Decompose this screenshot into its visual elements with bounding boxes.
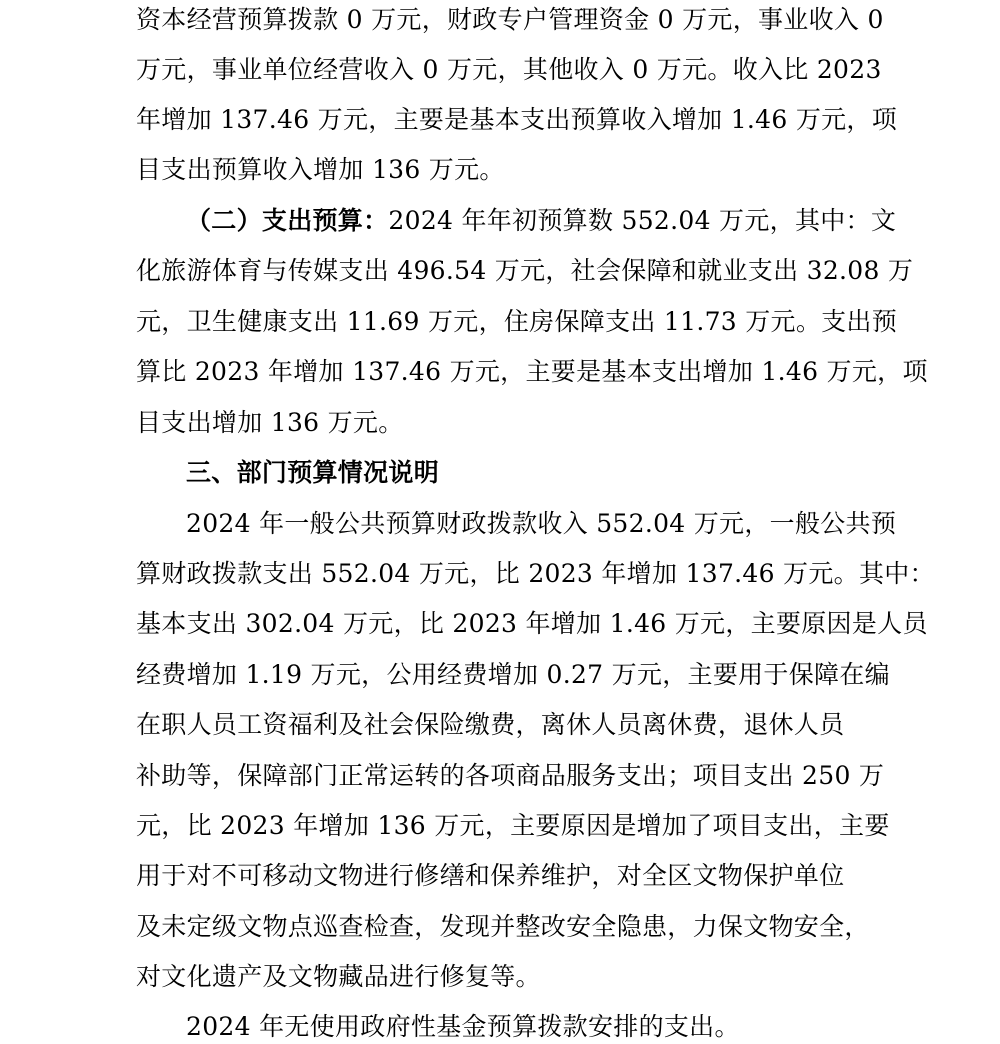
text-line: 2024 年无使用政府性基金预算拨款安排的支出。 [186,1012,740,1041]
text-line: 目支出预算收入增加 136 万元。 [136,155,505,184]
text-line: 算财政拨款支出 552.04 万元，比 2023 年增加 137.46 万元。其中： [136,559,935,588]
text-line: 元，卫生健康支出 11.69 万元，住房保障支出 11.73 万元。支出预 [136,307,898,336]
text-line: 资本经营预算拨款 0 万元，财政专户管理资金 0 万元，事业收入 0 [136,5,884,34]
text-line: 及未定级文物点巡查检查，发现并整改安全隐患，力保文物安全， [136,912,870,941]
text-line: 目支出增加 136 万元。 [136,408,404,437]
text-line: 算比 2023 年增加 137.46 万元，主要是基本支出增加 1.46 万元，项 [136,357,928,386]
text-line: 2024 年一般公共预算财政拨款收入 552.04 万元，一般公共预 [186,509,897,538]
text-line: 补助等，保障部门正常运转的各项商品服务支出；项目支出 250 万 [136,761,885,790]
expenditure-lead: （二）支出预算： [186,206,389,235]
text-line: 化旅游体育与传媒支出 496.54 万元，社会保障和就业支出 32.08 万 [136,256,914,285]
text-line: 元，比 2023 年增加 136 万元，主要原因是增加了项目支出，主要 [136,811,890,840]
expenditure-text: 2024 年年初预算数 552.04 万元，其中：文 [388,206,897,235]
text-line: 基本支出 302.04 万元，比 2023 年增加 1.46 万元，主要原因是人员 [136,609,928,638]
text-line: 在职人员工资福利及社会保险缴费，离休人员离休费，退休人员 [136,710,845,739]
text-line: 万元，事业单位经营收入 0 万元，其他收入 0 万元。收入比 2023 [136,55,882,84]
text-line: 用于对不可移动文物进行修缮和保养维护，对全区文物保护单位 [136,861,845,890]
expenditure-first-line [186,204,896,238]
section-heading: 三、部门预算情况说明 [186,458,440,487]
text-line: 经费增加 1.19 万元，公用经费增加 0.27 万元，主要用于保障在编 [136,660,890,689]
text-line: 年增加 137.46 万元，主要是基本支出预算收入增加 1.46 万元，项 [136,105,898,134]
text-line: 对文化遗产及文物藏品进行修复等。 [136,962,541,991]
